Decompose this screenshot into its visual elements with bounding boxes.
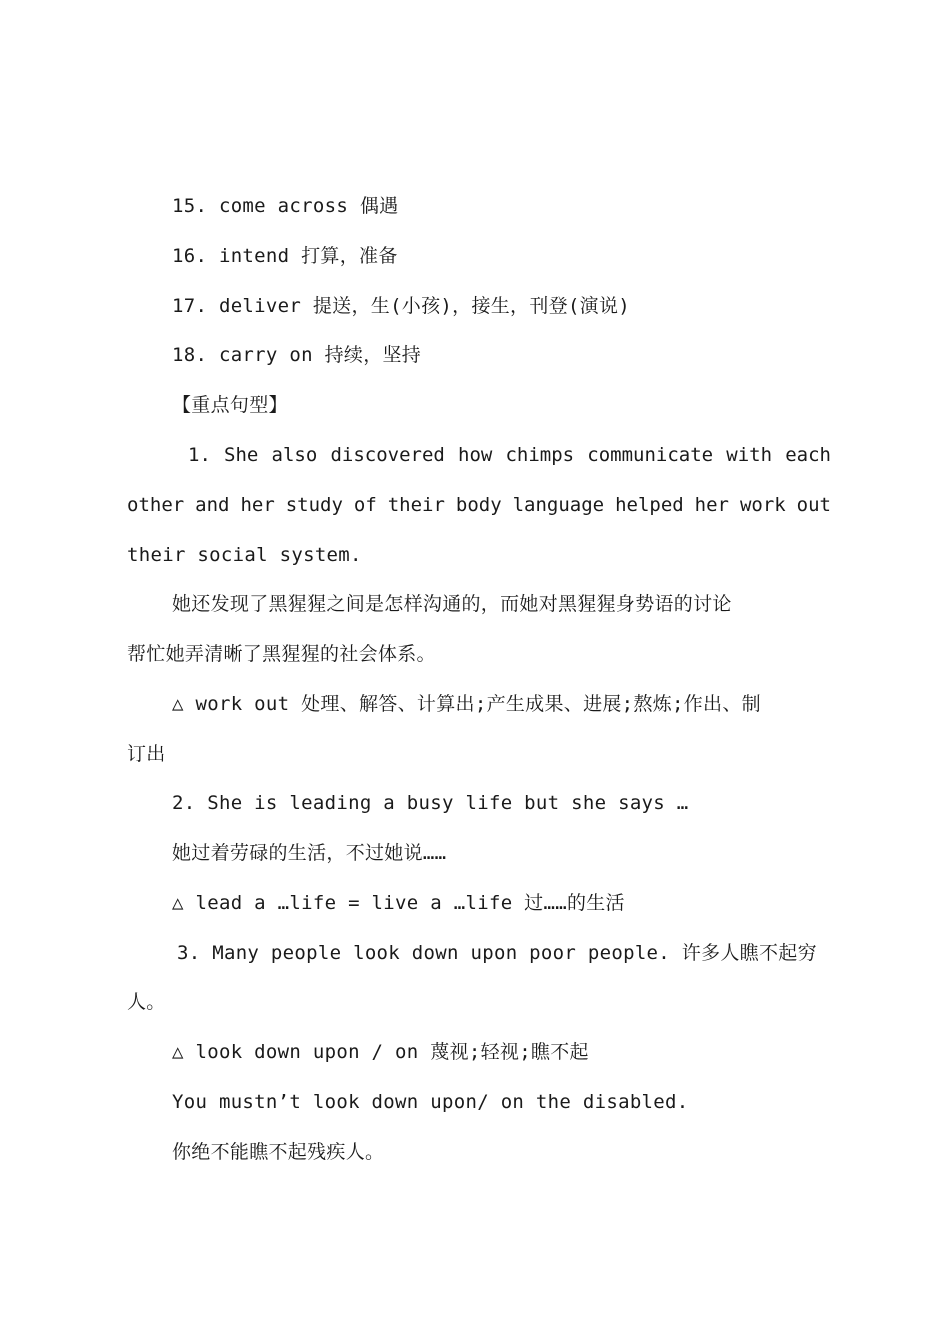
word: also [271, 444, 318, 466]
word: how [458, 444, 493, 466]
word: each [785, 444, 831, 466]
sentence-1-en-line-3: their social system. [127, 544, 362, 566]
word: 1. [188, 444, 211, 466]
vocab-item-17: 17. deliver 提送，生(小孩)，接生，刊登(演说) [172, 295, 631, 317]
word: body [455, 494, 502, 516]
sentence-2-en: 2. She is leading a busy life but she says … [172, 792, 689, 814]
sentence-3-line-2: 人。 [127, 991, 166, 1013]
sentence-1-zh-line-2: 帮忙她弄清晰了黑猩猩的社会体系。 [127, 643, 436, 665]
word: language [512, 494, 605, 516]
word: discovered [330, 444, 445, 466]
vocab-item-18: 18. carry on 持续，坚持 [172, 344, 422, 366]
word: work [739, 494, 786, 516]
sentence-3-example-zh: 你绝不能瞧不起残疾人。 [172, 1141, 385, 1163]
word: other [127, 494, 185, 516]
word: out [796, 494, 831, 516]
sentence-2-note: △ lead a …life = live a …life 过……的生活 [172, 892, 625, 914]
word: of [353, 494, 377, 516]
sentence-1-note-line-2: 订出 [127, 743, 166, 765]
sentence-1-zh-line-1: 她还发现了黑猩猩之间是怎样沟通的，而她对黑猩猩身势语的讨论 [172, 593, 732, 615]
sentence-3-example-en: You mustn’t look down upon/ on the disabled. [172, 1091, 689, 1113]
word: and [195, 494, 230, 516]
word: chimps [505, 444, 575, 466]
word: communicate [587, 444, 714, 466]
word: her [240, 494, 275, 516]
word: She [224, 444, 259, 466]
sentence-2-zh: 她过着劳碌的生活，不过她说…… [172, 842, 447, 864]
vocab-item-15: 15. come across 偶遇 [172, 195, 399, 217]
section-title: 【重点句型】 [172, 394, 288, 416]
sentence-1-en-line-2 [127, 492, 831, 518]
sentence-1-note-line-1: △ work out 处理、解答、计算出;产生成果、进展;熬炼;作出、制 [172, 693, 761, 715]
sentence-1-en-line-1 [188, 442, 831, 468]
word: with [726, 444, 773, 466]
word: study [285, 494, 343, 516]
word: her [694, 494, 729, 516]
sentence-3-line-1: 3. Many people look down upon poor people. 许多人瞧不起穷 [177, 942, 817, 964]
sentence-3-note: △ look down upon / on 蔑视;轻视;瞧不起 [172, 1041, 589, 1063]
word: their [387, 494, 445, 516]
word: helped [615, 494, 684, 516]
vocab-item-16: 16. intend 打算，准备 [172, 245, 398, 267]
